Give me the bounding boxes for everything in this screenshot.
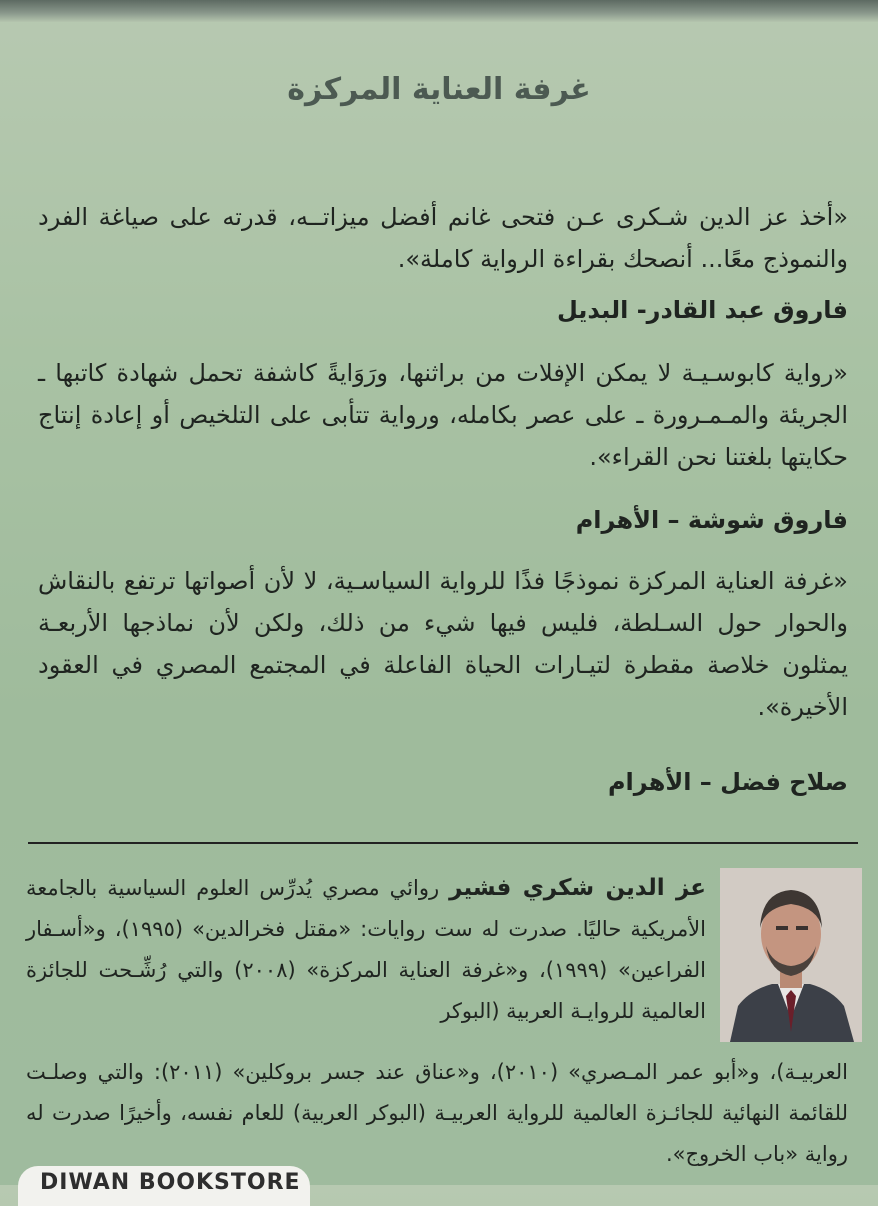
review-quote-2: «رواية كابوسـيـة لا يمكن الإفلات من براثنها، ورَوَايةً كاشفة تحمل شهادة كاتبها ـ الجريئة والمـمـرورة ـ على عصر بكامله، ورواية تتأبى على التلخيص أو إعادة إنتاج حكايتها بلغتنا نحن القراء». xyxy=(38,359,848,471)
author-name: عز الدين شكري فشير xyxy=(449,875,706,901)
author-bio-text-1: روائي مصري يُدرِّس العلوم السياسية بالجامعة الأمريكية حاليًا. صدرت له ست روايات: «مقتل فخرالدين» (١٩٩٥)، و«أسـفار الفراعين» (١٩٩٩)، و«غرفة العناية المركزة» (٢٠٠٨) والتي رُشِّـحت للجائزة العالمية للروايـة العربية (البوكر xyxy=(26,876,706,1023)
author-bio-continued: العربيـة)، و«أبو عمر المـصري» (٢٠١٠)، و«عناق عند جسر بروكلين» (٢٠١١): والتي وصلـت للقائمة النهائية للجائـزة العالمية للرواية العربيـة (البوكر العربية) للعام نفسه، وأخيرًا صدرت له رواية «باب الخروج». xyxy=(26,1060,848,1166)
review-attribution-2: فاروق شوشة – الأهرام xyxy=(575,506,848,534)
review-quote-1: «أخذ عز الدين شـكرى عـن فتحى غانم أفضل ميزاتــه، قدرته على صياغة الفرد والنموذج معًا... أنصحك بقراءة الرواية كاملة». xyxy=(38,203,848,273)
bookstore-sticker: DIWAN BOOKSTORE xyxy=(18,1166,310,1206)
review-attribution-3: صلاح فضل – الأهرام xyxy=(607,768,848,796)
author-bio xyxy=(26,868,706,1032)
review-attribution-1: فاروق عبد القادر- البديل xyxy=(557,296,848,324)
author-portrait-icon xyxy=(720,868,862,1042)
author-photo xyxy=(720,868,862,1042)
divider xyxy=(28,842,858,844)
review-quote-3: «غرفة العناية المركزة نموذجًا فذًا للرواية السياسـية، لا لأن أصواتها ترتفع بالنقاش والحوار حول السـلطة، فليس فيها شيء من ذلك، ولكن لأن نماذجها الأربعـة يمثلون خلاصة مقطرة لتيـارات الحياة الفاعلة في المجتمع المصري في العقود الأخيرة». xyxy=(38,567,848,721)
book-title: غرفة العناية المركزة xyxy=(287,72,591,107)
